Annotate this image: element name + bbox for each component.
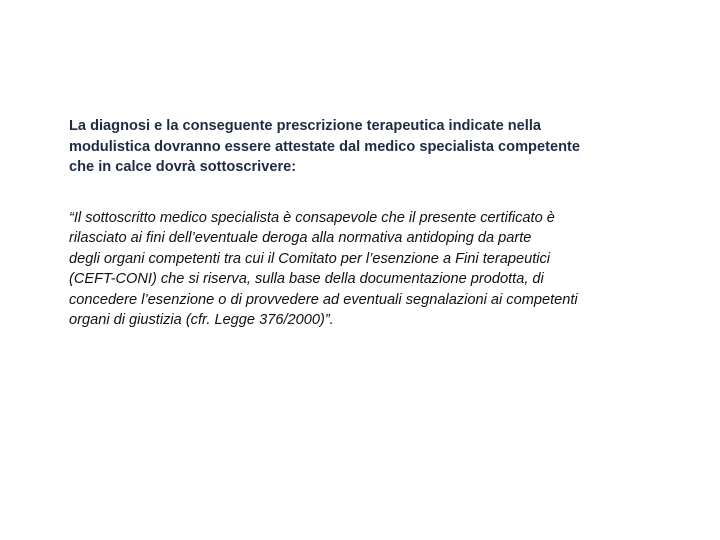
instruction-paragraph xyxy=(69,116,669,178)
quote-line: organi di giustizia (cfr. Legge 376/2000)”. xyxy=(69,312,334,328)
instruction-line: La diagnosi e la conseguente prescrizione terapeutica indicate nella xyxy=(69,118,542,134)
instruction-line: che in calce dovrà sottoscrivere: xyxy=(69,159,297,175)
quote-line: concedere l’esenzione o di provvedere ad eventuali segnalazioni ai competenti xyxy=(69,291,578,308)
quote-line: (CEFT-CONI) che si riserva, sulla base della documentazione prodotta, di xyxy=(69,271,544,287)
quote-line: rilasciato ai fini dell’eventuale deroga alla normativa antidoping da parte xyxy=(69,230,532,246)
declaration-quote xyxy=(69,208,669,331)
instruction-line: modulistica dovranno essere attestate dal medico specialista competente xyxy=(69,138,580,155)
quote-line: degli organi competenti tra cui il Comitato per l’esenzione a Fini terapeutici xyxy=(69,250,551,267)
quote-line: “Il sottoscritto medico specialista è consapevole che il presente certificato è xyxy=(69,209,555,226)
text-body xyxy=(69,116,669,331)
